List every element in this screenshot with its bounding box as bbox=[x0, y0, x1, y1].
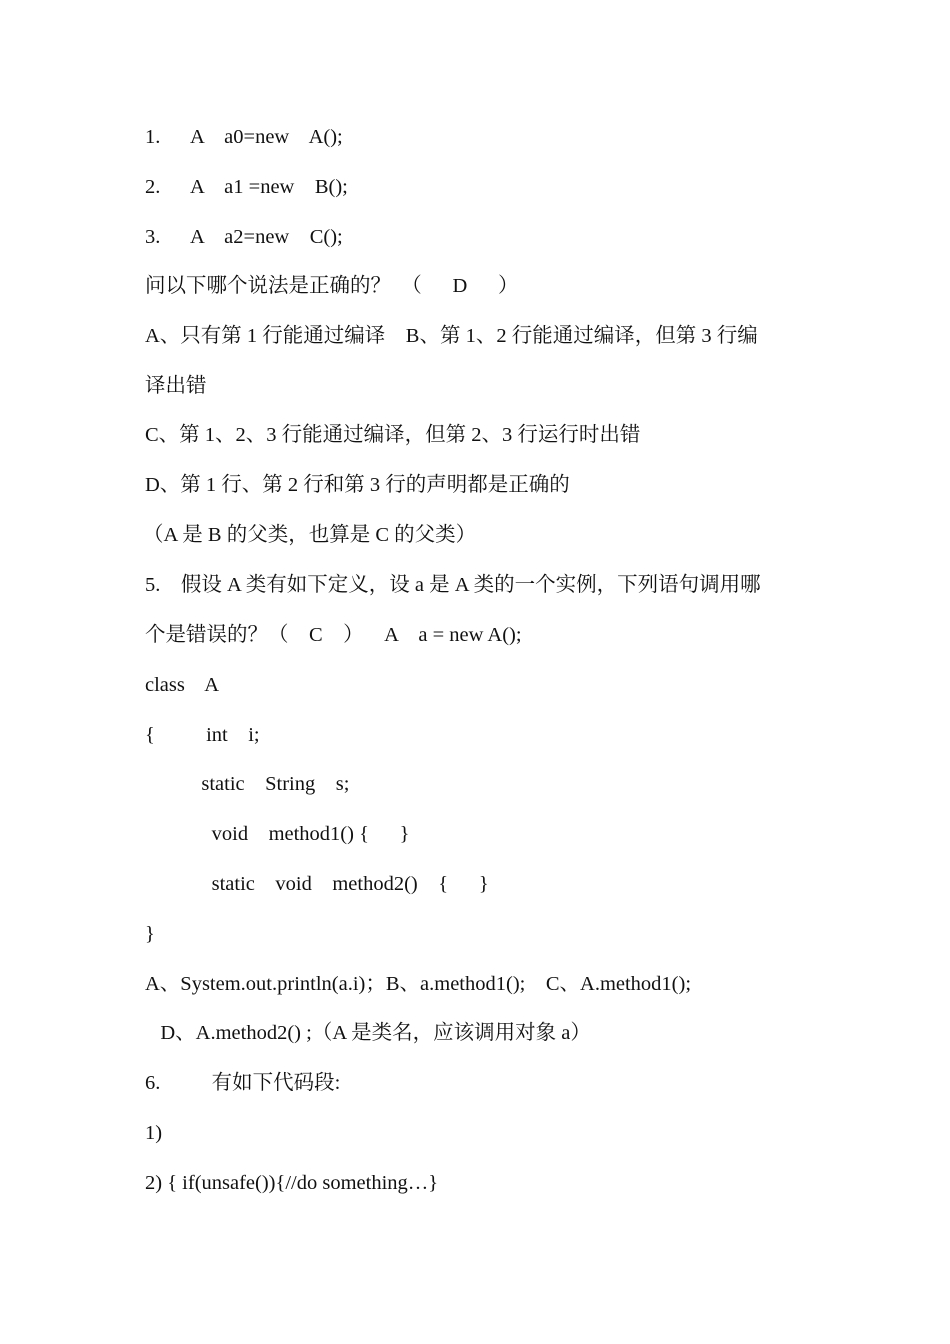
option-d: D、第 1 行、第 2 行和第 3 行的声明都是正确的 bbox=[145, 474, 570, 496]
code-method2: static void method2() { } bbox=[145, 873, 489, 895]
code-closing-brace: } bbox=[145, 923, 155, 945]
option-c: C、第 1、2、3 行能通过编译，但第 2、3 行运行时出错 bbox=[145, 424, 641, 446]
option-a-b: A、只有第 1 行能通过编译 B、第 1、2 行能通过编译，但第 3 行编 bbox=[145, 325, 758, 347]
question-5-options: A、System.out.println(a.i)；B、a.method1(); C、A.method1(); bbox=[145, 973, 692, 995]
code-line-2: 2. A a1 =new B(); bbox=[145, 176, 348, 198]
code-snippet-line-1: 1) bbox=[145, 1122, 163, 1144]
question-6-text: 6. 有如下代码段: bbox=[145, 1072, 341, 1094]
code-line-1: 1. A a0=new A(); bbox=[145, 126, 343, 148]
code-method1: void method1() { } bbox=[145, 823, 410, 845]
code-snippet-line-2: 2) { if(unsafe()){//do something…} bbox=[145, 1172, 439, 1194]
code-field-int: { int i; bbox=[145, 724, 260, 746]
question-5-option-d: D、A.method2() ;（A 是类名，应该调用对象 a） bbox=[145, 1022, 591, 1044]
code-line-3: 3. A a2=new C(); bbox=[145, 226, 343, 248]
code-class-decl: class A bbox=[145, 674, 220, 696]
question-5-continued: 个是错误的？（ C ） A a = new A(); bbox=[145, 624, 522, 646]
question-text: 问以下哪个说法是正确的？ （ D ） bbox=[145, 275, 519, 297]
answer-note: （A 是 B 的父类，也算是 C 的父类） bbox=[143, 524, 477, 546]
question-5-text: 5. 假设 A 类有如下定义，设 a 是 A 类的一个实例，下列语句调用哪 bbox=[145, 574, 761, 596]
option-b-continued: 译出错 bbox=[145, 375, 207, 397]
code-field-static: static String s; bbox=[145, 773, 350, 795]
